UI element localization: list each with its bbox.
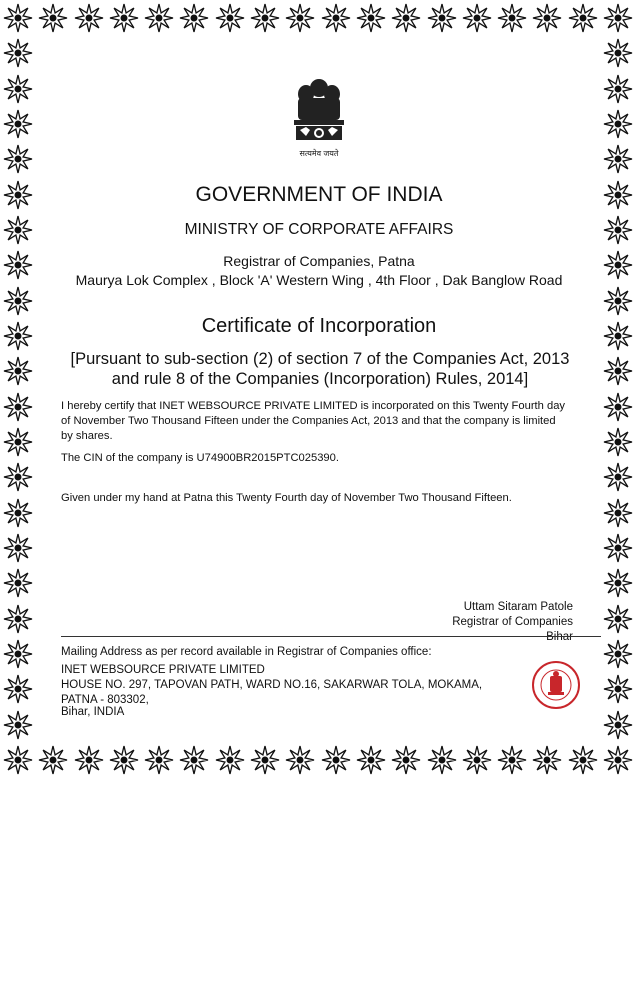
border-star-icon <box>38 745 68 775</box>
border-star-icon <box>38 3 68 33</box>
border-star-icon <box>144 745 174 775</box>
signatory-designation: Registrar of Companies <box>452 616 573 628</box>
mailing-line-3: Bihar, INDIA <box>61 706 125 718</box>
border-star-icon <box>321 3 351 33</box>
border-star-icon <box>3 427 33 457</box>
border-star-icon <box>603 568 633 598</box>
national-emblem-icon <box>284 74 354 162</box>
border-star-icon <box>3 356 33 386</box>
border-star-icon <box>568 3 598 33</box>
border-star-icon <box>603 427 633 457</box>
border-star-icon <box>3 710 33 740</box>
border-star-icon <box>74 3 104 33</box>
given-under-hand-line: Given under my hand at Patna this Twenty Fourth day of November Two Thousand Fifteen. <box>61 492 512 504</box>
border-star-icon <box>391 745 421 775</box>
mailing-line-1: HOUSE NO. 297, TAPOVAN PATH, WARD NO.16, SAKARWAR TOLA, MOKAMA, <box>61 679 483 691</box>
border-star-icon <box>3 745 33 775</box>
border-star-icon <box>179 745 209 775</box>
mailing-company: INET WEBSOURCE PRIVATE LIMITED <box>61 664 265 676</box>
border-star-icon <box>74 745 104 775</box>
border-star-icon <box>250 3 280 33</box>
pursuant-clause: [Pursuant to sub-section (2) of section 7 of the Companies Act, 2013 and rule 8 of the Companies (Incorporation) Rules, 2014] <box>70 350 570 388</box>
border-star-icon <box>568 745 598 775</box>
border-star-icon <box>603 109 633 139</box>
border-star-icon <box>179 3 209 33</box>
border-star-icon <box>603 38 633 68</box>
border-star-icon <box>215 3 245 33</box>
border-star-icon <box>3 109 33 139</box>
border-star-icon <box>3 144 33 174</box>
border-star-icon <box>603 604 633 634</box>
border-star-icon <box>3 286 33 316</box>
border-star-icon <box>603 392 633 422</box>
border-star-icon <box>603 745 633 775</box>
border-star-icon <box>603 498 633 528</box>
border-star-icon <box>603 286 633 316</box>
border-star-icon <box>215 745 245 775</box>
border-star-icon <box>285 745 315 775</box>
border-star-icon <box>3 674 33 704</box>
border-star-icon <box>603 674 633 704</box>
border-star-icon <box>3 604 33 634</box>
border-star-icon <box>462 3 492 33</box>
border-star-icon <box>603 462 633 492</box>
border-star-icon <box>391 3 421 33</box>
border-star-icon <box>497 3 527 33</box>
border-star-icon <box>109 3 139 33</box>
roc-seal-icon <box>531 660 581 710</box>
border-star-icon <box>109 745 139 775</box>
emblem-motto: सत्यमेव जयते <box>299 149 339 158</box>
border-star-icon <box>427 745 457 775</box>
border-star-icon <box>250 745 280 775</box>
border-star-icon <box>462 745 492 775</box>
border-star-icon <box>427 3 457 33</box>
border-star-icon <box>603 3 633 33</box>
divider <box>61 636 601 637</box>
border-star-icon <box>285 3 315 33</box>
border-star-icon <box>603 710 633 740</box>
border-star-icon <box>603 144 633 174</box>
border-star-icon <box>3 3 33 33</box>
signatory-state: Bihar <box>546 631 573 643</box>
border-star-icon <box>3 498 33 528</box>
border-star-icon <box>3 74 33 104</box>
government-title: GOVERNMENT OF INDIA <box>195 183 443 206</box>
signatory-name: Uttam Sitaram Patole <box>463 601 573 613</box>
border-star-icon <box>532 745 562 775</box>
border-star-icon <box>3 533 33 563</box>
registrar-address: Maurya Lok Complex , Block 'A' Western Wing , 4th Floor , Dak Banglow Road <box>75 272 563 288</box>
border-star-icon <box>532 3 562 33</box>
border-star-icon <box>3 392 33 422</box>
registrar-office: Registrar of Companies, Patna <box>223 253 415 269</box>
certificate-title: Certificate of Incorporation <box>201 315 437 337</box>
mailing-line-2: PATNA - 803302, <box>61 694 149 706</box>
border-star-icon <box>603 639 633 669</box>
certification-paragraph: I hereby certify that INET WEBSOURCE PRIVATE LIMITED is incorporated on this Twenty Fourth day of November Two Thousand Fifteen under the Companies Act, 2013 and that the company is limited by shares. <box>61 400 566 442</box>
cin-line: The CIN of the company is U74900BR2015PTC025390. <box>61 452 339 464</box>
border-star-icon <box>144 3 174 33</box>
border-star-icon <box>3 462 33 492</box>
border-star-icon <box>603 356 633 386</box>
border-star-icon <box>497 745 527 775</box>
mailing-heading: Mailing Address as per record available in Registrar of Companies office: <box>61 646 432 658</box>
border-star-icon <box>603 533 633 563</box>
border-star-icon <box>356 745 386 775</box>
border-star-icon <box>356 3 386 33</box>
border-star-icon <box>321 745 351 775</box>
border-star-icon <box>603 74 633 104</box>
border-star-icon <box>3 38 33 68</box>
ministry-title: MINISTRY OF CORPORATE AFFAIRS <box>184 221 454 238</box>
border-star-icon <box>3 568 33 598</box>
border-star-icon <box>3 639 33 669</box>
